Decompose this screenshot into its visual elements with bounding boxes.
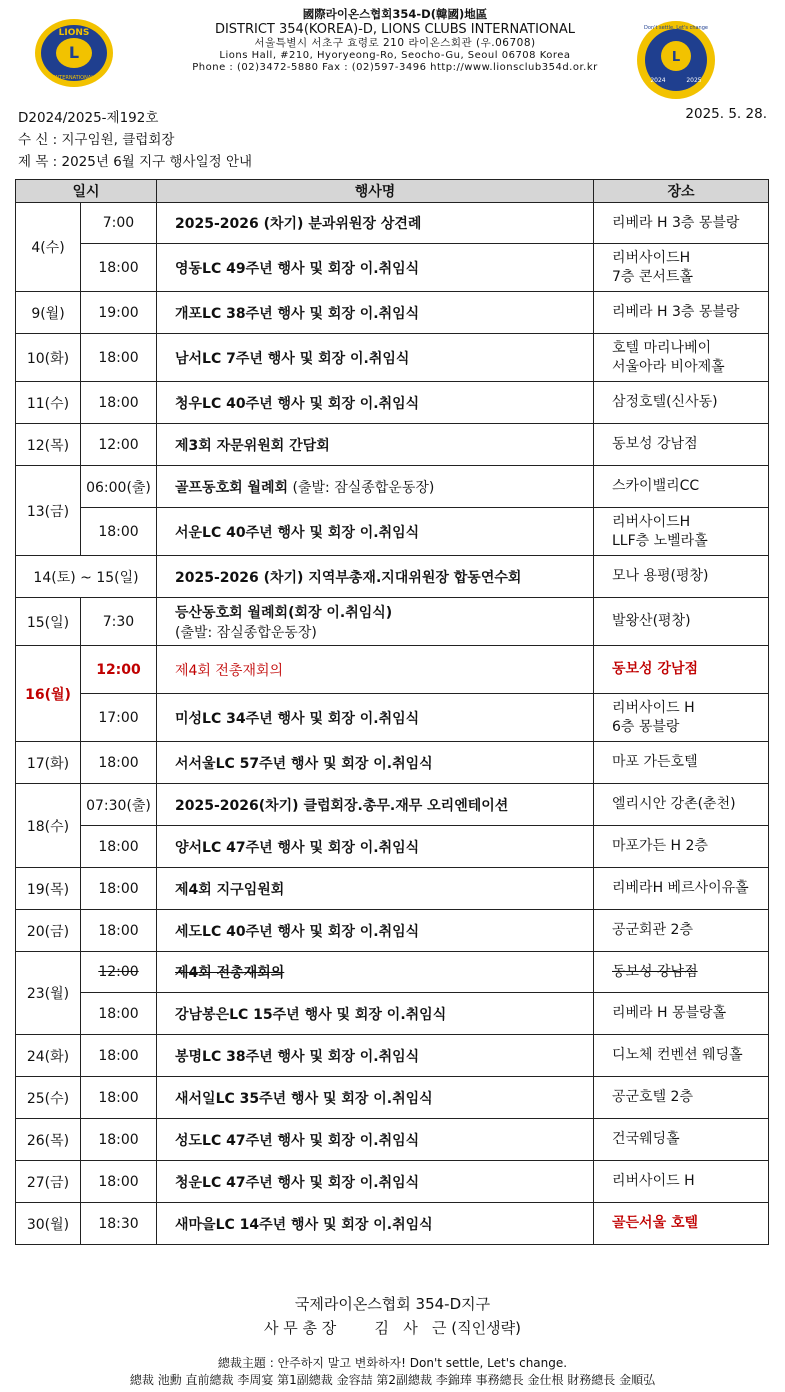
table-row	[16, 424, 769, 466]
event-cell	[157, 508, 594, 556]
place-cell	[594, 1035, 769, 1077]
place-line: 골든서울 호텔	[612, 1215, 699, 1232]
place-cell	[594, 203, 769, 244]
day-cell: 17(화)	[16, 742, 81, 784]
place-line: 호텔 마리나베이	[612, 340, 712, 357]
event-name: 등산동호회 월례회(회장 이.취임식)	[175, 604, 393, 621]
place-line: LLF층 노벨라홀	[612, 532, 708, 549]
place-line: 공군회관 2층	[612, 922, 693, 939]
table-row	[16, 334, 769, 382]
org-address-korean: 서울특별시 서초구 효령로 210 라이온스회관 (우.06708)	[254, 37, 536, 50]
place-cell	[594, 910, 769, 952]
table-row	[16, 508, 769, 556]
place-line: 엘리시안 강촌(춘천)	[612, 796, 736, 813]
day-cell: 9(월)	[16, 292, 81, 334]
event-cell	[157, 1161, 594, 1203]
document-date: 2025. 5. 28.	[685, 106, 767, 122]
table-row	[16, 598, 769, 646]
time-cell: 18:00	[81, 993, 157, 1035]
event-cell	[157, 424, 594, 466]
event-cell	[157, 784, 594, 826]
event-cell	[157, 1203, 594, 1245]
table-row	[16, 1035, 769, 1077]
event-name: 청운LC 47주년 행사 및 회장 이.취임식	[175, 1174, 420, 1191]
place-cell	[594, 694, 769, 742]
table-row	[16, 694, 769, 742]
event-name: 2025-2026(차기) 클럽회장.총무.재무 오리엔테이션	[175, 797, 509, 814]
org-contact: Phone : (02)3472-5880 Fax : (02)597-3496 http://www.lionsclub354d.or.kr	[192, 61, 598, 73]
table-row	[16, 826, 769, 868]
event-cell	[157, 382, 594, 424]
place-cell	[594, 952, 769, 993]
time-cell: 18:00	[81, 1119, 157, 1161]
table-row	[16, 993, 769, 1035]
place-line: 리버사이드H	[612, 514, 691, 531]
time-cell: 17:00	[81, 694, 157, 742]
event-cell	[157, 952, 594, 993]
table-row	[16, 784, 769, 826]
time-cell: 18:00	[81, 1161, 157, 1203]
lions-logo-icon	[34, 18, 114, 88]
place-line: 스카이밸리CC	[612, 478, 700, 495]
time-cell: 18:00	[81, 382, 157, 424]
place-line: 동보성 강남점	[612, 661, 699, 678]
event-name: 제4회 전총재회의	[175, 662, 284, 679]
place-cell	[594, 742, 769, 784]
time-cell: 7:30	[81, 598, 157, 646]
event-name: 새마을LC 14주년 행사 및 회장 이.취임식	[175, 1216, 433, 1233]
table-row	[16, 382, 769, 424]
day-cell: 4(수)	[16, 203, 81, 292]
place-line: 7층 콘서트홀	[612, 268, 693, 285]
header-place: 장소	[594, 180, 769, 203]
place-cell	[594, 244, 769, 292]
place-line: 리베라H 베르사이유홀	[612, 880, 749, 897]
table-row	[16, 952, 769, 993]
event-name: 골프동호회 월례회	[175, 479, 289, 496]
event-name: 제4회 전총재회의	[175, 965, 285, 981]
day-cell: 12(목)	[16, 424, 81, 466]
event-cell	[157, 334, 594, 382]
time-cell: 18:00	[81, 508, 157, 556]
event-name: 영동LC 49주년 행사 및 회장 이.취임식	[175, 260, 420, 277]
day-cell: 27(금)	[16, 1161, 81, 1203]
place-line: 삼정호텔(신사동)	[612, 394, 718, 411]
table-row	[16, 1161, 769, 1203]
place-line: 리버사이드 H	[612, 700, 695, 717]
place-cell	[594, 508, 769, 556]
org-name-hanja: 國際라이온스협회354-D(韓國)地區	[302, 7, 488, 21]
day-cell: 13(금)	[16, 466, 81, 556]
time-cell: 18:30	[81, 1203, 157, 1245]
letterhead-text	[130, 8, 660, 74]
event-name: 서운LC 40주년 행사 및 회장 이.취임식	[175, 524, 420, 541]
table-row	[16, 1203, 769, 1245]
time-cell: 18:00	[81, 742, 157, 784]
time-cell: 19:00	[81, 292, 157, 334]
event-name: 개포LC 38주년 행사 및 회장 이.취임식	[175, 305, 420, 322]
place-cell	[594, 334, 769, 382]
day-cell: 15(일)	[16, 598, 81, 646]
place-cell	[594, 826, 769, 868]
header-datetime: 일시	[16, 180, 157, 203]
event-note: (출발: 잠실종합운동장)	[175, 624, 317, 641]
day-cell: 11(수)	[16, 382, 81, 424]
place-line: 발왕산(평창)	[612, 613, 691, 630]
place-line: 공군호텔 2층	[612, 1089, 693, 1106]
event-cell	[157, 244, 594, 292]
place-cell	[594, 1161, 769, 1203]
event-name: 2025-2026 (차기) 지역부총재.지대위원장 합동연수회	[175, 569, 522, 586]
event-name: 세도LC 40주년 행사 및 회장 이.취임식	[175, 923, 420, 940]
time-cell: 7:00	[81, 203, 157, 244]
day-cell: 26(목)	[16, 1119, 81, 1161]
event-cell	[157, 598, 594, 646]
place-line: 마포가든 H 2층	[612, 838, 708, 855]
place-cell	[594, 1203, 769, 1245]
document-number: D2024/2025-제192호	[18, 110, 159, 126]
event-name: 2025-2026 (차기) 분과위원장 상견례	[175, 216, 422, 232]
signature-person: 사 무 총 장 김 사 근 (직인생략)	[264, 1319, 521, 1337]
table-row	[16, 742, 769, 784]
table-row	[16, 556, 769, 598]
event-note: (출발: 잠실종합운동장)	[288, 479, 435, 496]
place-line: 마포 가든호텔	[612, 754, 698, 771]
time-cell: 18:00	[81, 1035, 157, 1077]
event-cell	[157, 1035, 594, 1077]
emblem-year-right: 2025	[686, 77, 702, 84]
table-row	[16, 292, 769, 334]
day-cell: 18(수)	[16, 784, 81, 868]
place-cell	[594, 292, 769, 334]
header-event: 행사명	[157, 180, 594, 203]
emblem-year-left: 2024	[650, 77, 666, 84]
event-name: 강남봉은LC 15주년 행사 및 회장 이.취임식	[175, 1006, 447, 1023]
time-cell: 18:00	[81, 868, 157, 910]
event-name: 성도LC 47주년 행사 및 회장 이.취임식	[175, 1132, 420, 1149]
event-name: 새서일LC 35주년 행사 및 회장 이.취임식	[175, 1090, 433, 1107]
time-cell: 06:00(출)	[81, 466, 157, 508]
event-cell	[157, 292, 594, 334]
place-line: 리베라 H 몽블랑홀	[612, 1005, 727, 1022]
table-row	[16, 203, 769, 244]
table-row	[16, 910, 769, 952]
place-cell	[594, 466, 769, 508]
place-line: 리버사이드 H	[612, 1173, 695, 1190]
place-cell	[594, 424, 769, 466]
place-line: 모나 용평(평창)	[612, 568, 709, 585]
table-row	[16, 1119, 769, 1161]
event-cell	[157, 1077, 594, 1119]
signature-org: 국제라이온스협회 354-D지구	[294, 1295, 491, 1313]
lions-logo-bottom: INTERNATIONAL	[53, 75, 95, 81]
schedule-table	[15, 179, 769, 1245]
event-cell	[157, 203, 594, 244]
place-cell	[594, 868, 769, 910]
time-cell: 12:00	[81, 952, 157, 993]
org-name-english: DISTRICT 354(KOREA)-D, LIONS CLUBS INTERNATIONAL	[214, 21, 576, 37]
event-cell	[157, 868, 594, 910]
place-line: 디노체 컨벤션 웨딩홀	[612, 1047, 743, 1064]
day-cell: 19(목)	[16, 868, 81, 910]
day-cell: 16(월)	[16, 646, 81, 742]
event-cell	[157, 826, 594, 868]
place-cell	[594, 646, 769, 694]
place-cell	[594, 382, 769, 424]
time-cell: 18:00	[81, 910, 157, 952]
footer-theme: 總裁主題 : 안주하지 말고 변화하자! Don't settle, Let's change.	[217, 1356, 568, 1370]
time-cell: 18:00	[81, 826, 157, 868]
event-cell	[157, 1119, 594, 1161]
document-recipient: 수 신 : 지구임원, 클럽회장	[18, 132, 175, 148]
letterhead	[0, 0, 785, 100]
time-cell: 18:00	[81, 244, 157, 292]
date-range-cell: 14(토) ~ 15(일)	[16, 556, 157, 598]
event-name: 청우LC 40주년 행사 및 회장 이.취임식	[175, 395, 420, 412]
table-row	[16, 466, 769, 508]
day-cell: 30(월)	[16, 1203, 81, 1245]
footer-officers: 總裁 池勳 直前總裁 李周宴 第1副總裁 金容喆 第2副總裁 李錦琫 事務總長 金仕根 財務總長 金順弘	[129, 1373, 656, 1387]
day-cell: 10(화)	[16, 334, 81, 382]
place-line: 6층 몽블랑	[612, 718, 680, 735]
place-cell	[594, 1119, 769, 1161]
place-line: 리버사이드H	[612, 250, 691, 267]
day-cell: 23(월)	[16, 952, 81, 1035]
event-cell	[157, 556, 594, 598]
place-cell	[594, 784, 769, 826]
time-cell: 18:00	[81, 1077, 157, 1119]
event-cell	[157, 646, 594, 694]
place-cell	[594, 993, 769, 1035]
svg-text:L: L	[68, 43, 80, 62]
place-cell	[594, 598, 769, 646]
table-header-row	[16, 180, 769, 203]
schedule-body	[16, 203, 769, 1245]
table-row	[16, 244, 769, 292]
place-cell	[594, 556, 769, 598]
event-cell	[157, 742, 594, 784]
table-row	[16, 1077, 769, 1119]
event-name: 양서LC 47주년 행사 및 회장 이.취임식	[175, 839, 420, 856]
place-line: 건국웨딩홀	[612, 1131, 680, 1148]
document-subject: 제 목 : 2025년 6월 지구 행사일정 안내	[18, 154, 253, 170]
event-cell	[157, 466, 594, 508]
emblem-slogan: Don't settle, Let's change	[644, 25, 708, 31]
place-line: 리베라 H 3층 몽블랑	[612, 304, 740, 321]
event-cell	[157, 910, 594, 952]
table-row	[16, 646, 769, 694]
place-line: 동보성 강남점	[612, 436, 698, 453]
district-emblem-icon	[635, 20, 717, 100]
place-line: 리베라 H 3층 몽블랑	[612, 214, 740, 231]
place-line: 동보성 강남점	[612, 963, 698, 980]
event-name: 제3회 자문위원회 간담회	[175, 437, 330, 454]
event-name: 미성LC 34주년 행사 및 회장 이.취임식	[175, 710, 420, 727]
lions-logo-text: LIONS	[58, 28, 90, 38]
time-cell: 18:00	[81, 334, 157, 382]
event-name: 서서울LC 57주년 행사 및 회장 이.취임식	[175, 755, 433, 772]
event-name: 봉명LC 38주년 행사 및 회장 이.취임식	[175, 1048, 420, 1065]
time-cell: 12:00	[81, 646, 157, 694]
event-cell	[157, 694, 594, 742]
time-cell: 07:30(출)	[81, 784, 157, 826]
table-row	[16, 868, 769, 910]
day-cell: 20(금)	[16, 910, 81, 952]
day-cell: 25(수)	[16, 1077, 81, 1119]
place-line: 서울아라 비아제홀	[612, 358, 725, 375]
place-cell	[594, 1077, 769, 1119]
time-cell: 12:00	[81, 424, 157, 466]
day-cell: 24(화)	[16, 1035, 81, 1077]
event-cell	[157, 993, 594, 1035]
svg-text:L: L	[671, 50, 681, 65]
org-address-english: Lions Hall, #210, Hyoryeong-Ro, Seocho-Gu, Seoul 06708 Korea	[219, 49, 571, 61]
event-name: 남서LC 7주년 행사 및 회장 이.취임식	[175, 350, 410, 367]
event-name: 제4회 지구임원회	[175, 881, 285, 898]
